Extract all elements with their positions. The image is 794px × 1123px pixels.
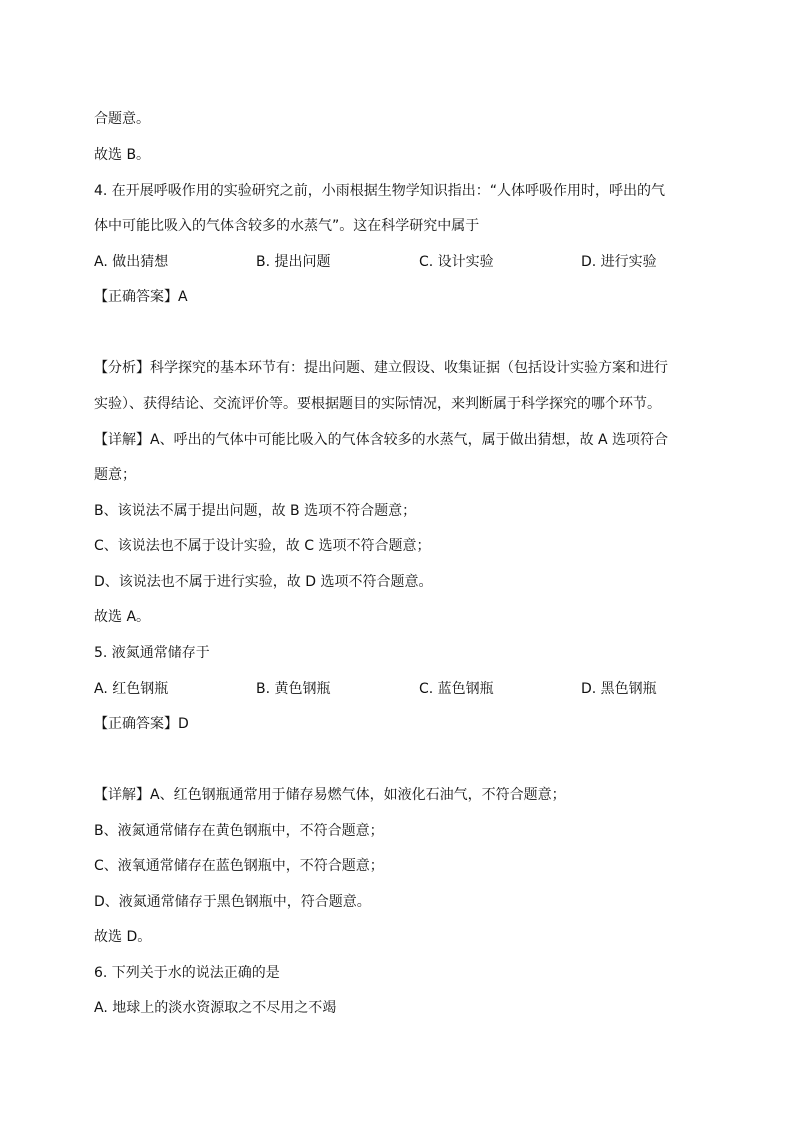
question-4-option-c: C. 设计实验 <box>419 254 494 270</box>
question-5-detail-b: B、液氮通常储存在黄色钢瓶中，不符合题意； <box>94 823 384 839</box>
question-5-stem: 5. 液氮通常储存于 <box>94 645 210 661</box>
question-4-detail-c: C、该说法也不属于设计实验，故 C 选项不符合题意； <box>94 538 431 554</box>
question-4-analysis-cont: 实验）、获得结论、交流评价等。要根据题目的实际情况，来判断属于科学探究的哪个环节。 <box>94 396 661 412</box>
question-4-option-b: B. 提出问题 <box>256 254 331 270</box>
question-4-stem-cont: 体中可能比吸入的气体含较多的水蒸气”。这在科学研究中属于 <box>94 218 480 234</box>
question-4-answer: 【正确答案】A <box>94 289 188 305</box>
question-5-option-d: D. 黑色钢瓶 <box>581 681 657 697</box>
text-line: 合题意。 <box>94 111 150 127</box>
question-4-choose: 故选 A。 <box>94 609 151 625</box>
question-5-choose: 故选 D。 <box>94 929 152 945</box>
question-4-detail-d: D、该说法也不属于进行实验，故 D 选项不符合题意。 <box>94 574 433 590</box>
question-5-detail-d: D、液氮通常储存于黑色钢瓶中，符合题意。 <box>94 894 371 910</box>
question-5-option-c: C. 蓝色钢瓶 <box>419 681 494 697</box>
question-6-option-a: A. 地球上的淡水资源取之不尽用之不竭 <box>94 1000 337 1016</box>
question-5-option-a: A. 红色钢瓶 <box>94 681 169 697</box>
question-4-detail: 【详解】A、呼出的气体中可能比吸入的气体含较多的水蒸气，属于做出猜想，故 A 选项符合 <box>94 432 669 448</box>
question-5-option-b: B. 黄色钢瓶 <box>256 681 331 697</box>
question-5-answer: 【正确答案】D <box>94 716 189 732</box>
question-4-option-d: D. 进行实验 <box>581 254 657 270</box>
question-5-detail-c: C、液氧通常储存在蓝色钢瓶中，不符合题意； <box>94 858 384 874</box>
question-4-stem: 4. 在开展呼吸作用的实验研究之前，小雨根据生物学知识指出：“人体呼吸作用时，呼出的气 <box>94 183 666 199</box>
question-4-analysis: 【分析】科学探究的基本环节有：提出问题、建立假设、收集证据（包括设计实验方案和进行 <box>94 360 668 376</box>
question-4-detail-b: B、该说法不属于提出问题，故 B 选项不符合题意； <box>94 503 417 519</box>
question-4-option-a: A. 做出猜想 <box>94 254 169 270</box>
text-line: 故选 B。 <box>94 147 151 163</box>
question-6-stem: 6. 下列关于水的说法正确的是 <box>94 965 280 981</box>
question-5-detail-a: 【详解】A、红色钢瓶通常用于储存易燃气体，如液化石油气，不符合题意； <box>94 787 566 803</box>
question-4-detail-cont: 题意； <box>94 467 136 483</box>
